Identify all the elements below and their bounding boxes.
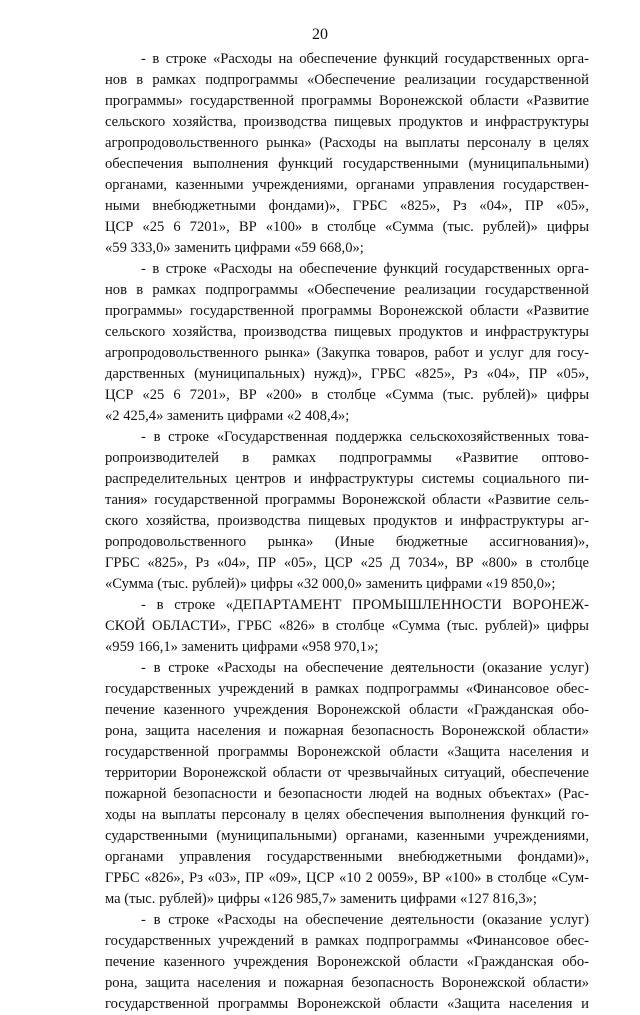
text-line: пожарной безопасности и безопасности людей на водных объектах» (Рас- [105,786,589,802]
text-line: государственной программы Воронежской области «Защита населения и [105,996,589,1012]
text-line: сельского хозяйства, производства пищевых продуктов и инфраструктуры [105,324,589,340]
text-line: «2 425,4» заменить цифрами «2 408,4»; [105,408,350,424]
text-line: нов в рамках подпрограммы «Обеспечение реализации государственной [105,72,589,88]
text-line: ГРБС «826», Рз «03», ПР «09», ЦСР «10 2 0059», ВР «100» в столбце «Сум- [105,870,589,886]
text-line: программы» государственной программы Воронежской области «Развитие [105,303,589,319]
text-line: - в строке «Расходы на обеспечение деятельности (оказание услуг) [141,912,589,928]
document-body [105,49,589,1015]
text-line: - в строке «Расходы на обеспечение функций государственных орга- [141,51,589,67]
text-line: государственных учреждений в рамках подпрограммы «Финансовое обес- [105,681,589,697]
text-line: рона, защита населения и пожарная безопасность Воронежской области» [105,723,589,739]
text-line: ЦСР «25 6 7201», ВР «200» в столбце «Сумма (тыс. рублей)» цифры [105,387,589,403]
paragraph-1 [105,49,589,259]
text-line: органами управления государственными внебюджетными фондами)», [105,849,589,865]
text-line: сельского хозяйства, производства пищевых продуктов и инфраструктуры [105,114,589,130]
text-line: сударственными (муниципальными) органами, казенными учреждениями, [105,828,589,844]
text-line: нов в рамках подпрограммы «Обеспечение реализации государственной [105,282,589,298]
text-line: ропродовольственного рынка» (Иные бюджетные ассигнования)», [105,534,589,550]
text-line: «Сумма (тыс. рублей)» цифры «32 000,0» заменить цифрами «19 850,0»; [105,576,556,592]
text-line: - в строке «Расходы на обеспечение деятельности (оказание услуг) [141,660,589,676]
paragraph-6 [105,910,589,1015]
text-line: агропродовольственного рынка» (Закупка товаров, работ и услуг для госу- [105,345,589,361]
text-line: программы» государственной программы Воронежской области «Развитие [105,93,589,109]
paragraph-4 [105,595,589,658]
text-line: СКОЙ ОБЛАСТИ», ГРБС «826» в столбце «Сумма (тыс. рублей)» цифры [105,618,589,634]
text-line: ского хозяйства, производства пищевых продуктов и инфраструктуры аг- [105,513,589,529]
text-line: ными внебюджетными фондами)», ГРБС «825», Рз «04», ПР «05», [105,198,589,214]
text-line: - в строке «Государственная поддержка сельскохозяйственных това- [141,429,589,445]
text-line: ЦСР «25 6 7201», ВР «100» в столбце «Сумма (тыс. рублей)» цифры [105,219,589,235]
text-line: печение казенного учреждения Воронежской области «Гражданская обо- [105,702,589,718]
text-line: «959 166,1» заменить цифрами «958 970,1»; [105,639,379,655]
text-line: печение казенного учреждения Воронежской области «Гражданская обо- [105,954,589,970]
text-line: государственных учреждений в рамках подпрограммы «Финансовое обес- [105,933,589,949]
text-line: ходы на выплаты персоналу в целях обеспечения выполнения функций го- [105,807,589,823]
text-line: ропроизводителей в рамках подпрограммы «Развитие оптово- [105,450,589,466]
text-line: ма (тыс. рублей)» цифры «126 985,7» заменить цифрами «127 816,3»; [105,891,537,907]
text-line: органами, казенными учреждениями, органами управления государствен- [105,177,589,193]
text-line: - в строке «ДЕПАРТАМЕНТ ПРОМЫШЛЕННОСТИ ВОРОНЕЖ- [141,597,589,613]
text-line: рона, защита населения и пожарная безопасность Воронежской области» [105,975,589,991]
text-line: территории Воронежской области от чрезвычайных ситуаций, обеспечение [105,765,589,781]
text-line: тания» государственной программы Воронежской области «Развитие сель- [105,492,589,508]
text-line: агропродовольственного рынка» (Расходы на выплаты персоналу в целях [105,135,589,151]
text-line: распределительных центров и инфраструктуры системы социального пи- [105,471,589,487]
text-line: - в строке «Расходы на обеспечение функций государственных орга- [141,261,589,277]
text-line: ГРБС «825», Рз «04», ПР «05», ЦСР «25 Д 7034», ВР «800» в столбце [105,555,589,571]
text-line: «59 333,0» заменить цифрами «59 668,0»; [105,240,364,256]
text-line: дарственных (муниципальных) нужд)», ГРБС «825», Рз «04», ПР «05», [105,366,589,382]
paragraph-3 [105,427,589,595]
page-number: 20 [312,26,328,43]
paragraph-5 [105,658,589,910]
text-line: обеспечения выполнения функций государственными (муниципальными) [105,156,589,172]
text-line: государственной программы Воронежской области «Защита населения и [105,744,589,760]
paragraph-2 [105,259,589,427]
